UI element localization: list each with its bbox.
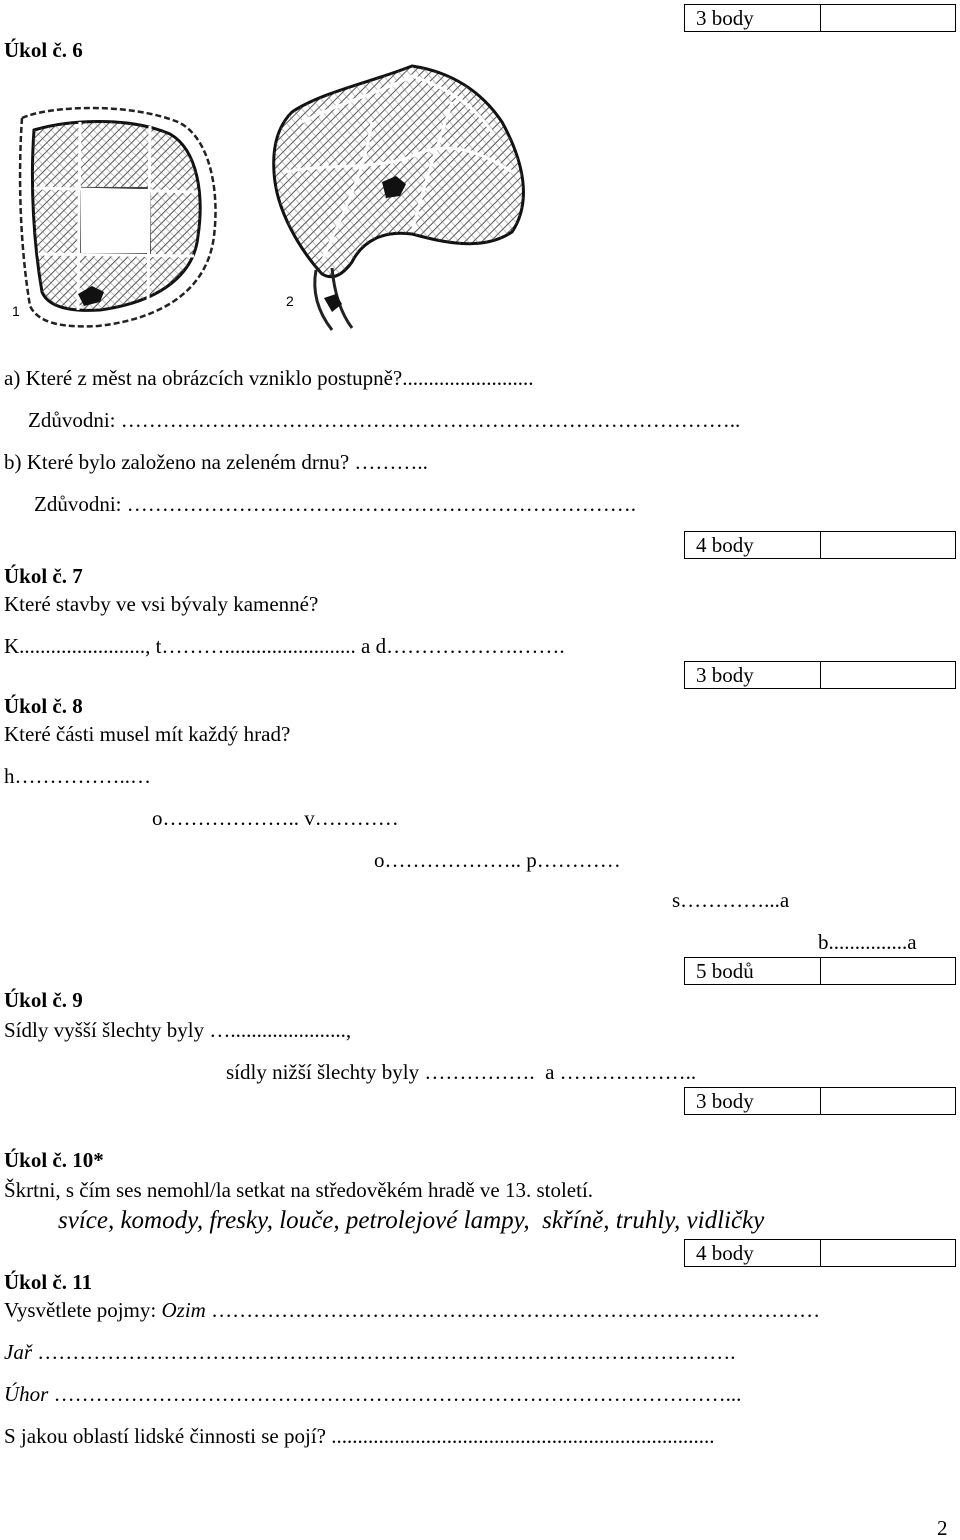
task11-points-box [684, 1239, 956, 1267]
task10-question: Škrtni, s čím ses nemohl/la setkat na středověkém hradě ve 13. století. [4, 1178, 594, 1202]
task7-points-label: 4 body [685, 532, 821, 558]
task11-answer-line-jar[interactable]: ………………………………………………………………………………………. [32, 1340, 736, 1364]
task11-term-uhor-row [4, 1384, 741, 1405]
task8-points-box [684, 661, 956, 689]
task8-answer-h: h……………..… [4, 764, 151, 788]
task11-question-last: S jakou oblastí lidské činnosti se pojí? ......................................................................... [4, 1424, 715, 1448]
task6-question-a-reason: Zdůvodni: …………………………………………………………………………….. [28, 408, 741, 432]
task11-points-label: 4 body [685, 1240, 821, 1266]
map2-label: 2 [286, 293, 294, 309]
task6-question-b-reason: Zdůvodni: ………………………………………………………………. [34, 492, 636, 516]
task11-answer-line-ozim[interactable]: …………………………………………………………………………… [205, 1298, 821, 1322]
task9-points-box [684, 957, 956, 985]
city-map-planned-icon [8, 96, 228, 332]
task8-answer-b: b...............a [818, 930, 917, 954]
task10-title: Úkol č. 10* [4, 1148, 104, 1172]
task6-title: Úkol č. 6 [4, 38, 83, 62]
task8-answer-o-v: o……………….. v………… [152, 806, 399, 830]
task11-term-uhor: Úhor [4, 1382, 49, 1406]
task8-answer-o-p: o……………….. p………… [374, 848, 621, 872]
task11-term-jar-row [4, 1342, 736, 1363]
task7-title: Úkol č. 7 [4, 564, 83, 588]
task6-points-box [684, 4, 956, 32]
task11-term-ozim: Ozim [161, 1298, 206, 1322]
task8-title: Úkol č. 8 [4, 694, 83, 718]
task10-points-box [684, 1087, 956, 1115]
task7-answer: K........................, t………......................... a d……………….……. [4, 634, 565, 658]
task8-points-label: 3 body [685, 662, 821, 688]
map1-label: 1 [12, 303, 20, 319]
task11-title: Úkol č. 11 [4, 1270, 93, 1294]
city-map-organic-icon [262, 62, 540, 334]
task10-points-label: 3 body [685, 1088, 821, 1114]
task9-points-label: 5 bodů [685, 958, 821, 984]
page-number: 2 [937, 1516, 948, 1540]
task11-term-jar: Jař [4, 1340, 32, 1364]
task9-title: Úkol č. 9 [4, 988, 83, 1012]
task9-question-lower: sídly nižší šlechty byly ……………. a ……………….. [226, 1060, 697, 1084]
task11-term-ozim-row [4, 1300, 820, 1321]
task8-question: Které části musel mít každý hrad? [4, 722, 291, 746]
task8-answer-s: s…………...a [672, 888, 790, 912]
task11-question-prefix: Vysvětlete pojmy: [4, 1298, 162, 1322]
task6-question-a: a) Které z měst na obrázcích vzniklo postupně?......................... [4, 366, 534, 390]
task9-question-higher: Sídly vyšší šlechty byly …......................, [4, 1018, 352, 1042]
task10-options[interactable]: svíce, komody, fresky, louče, petrolejové lampy, skříně, truhly, vidličky [58, 1207, 765, 1234]
task7-question: Které stavby ve vsi bývaly kamenné? [4, 592, 319, 616]
task11-answer-line-uhor[interactable]: ……………………………………………………………………………………... [48, 1382, 742, 1406]
task6-question-b: b) Které bylo založeno na zeleném drnu? ……….. [4, 450, 428, 474]
task7-points-box [684, 531, 956, 559]
task6-points-label: 3 body [685, 5, 821, 31]
